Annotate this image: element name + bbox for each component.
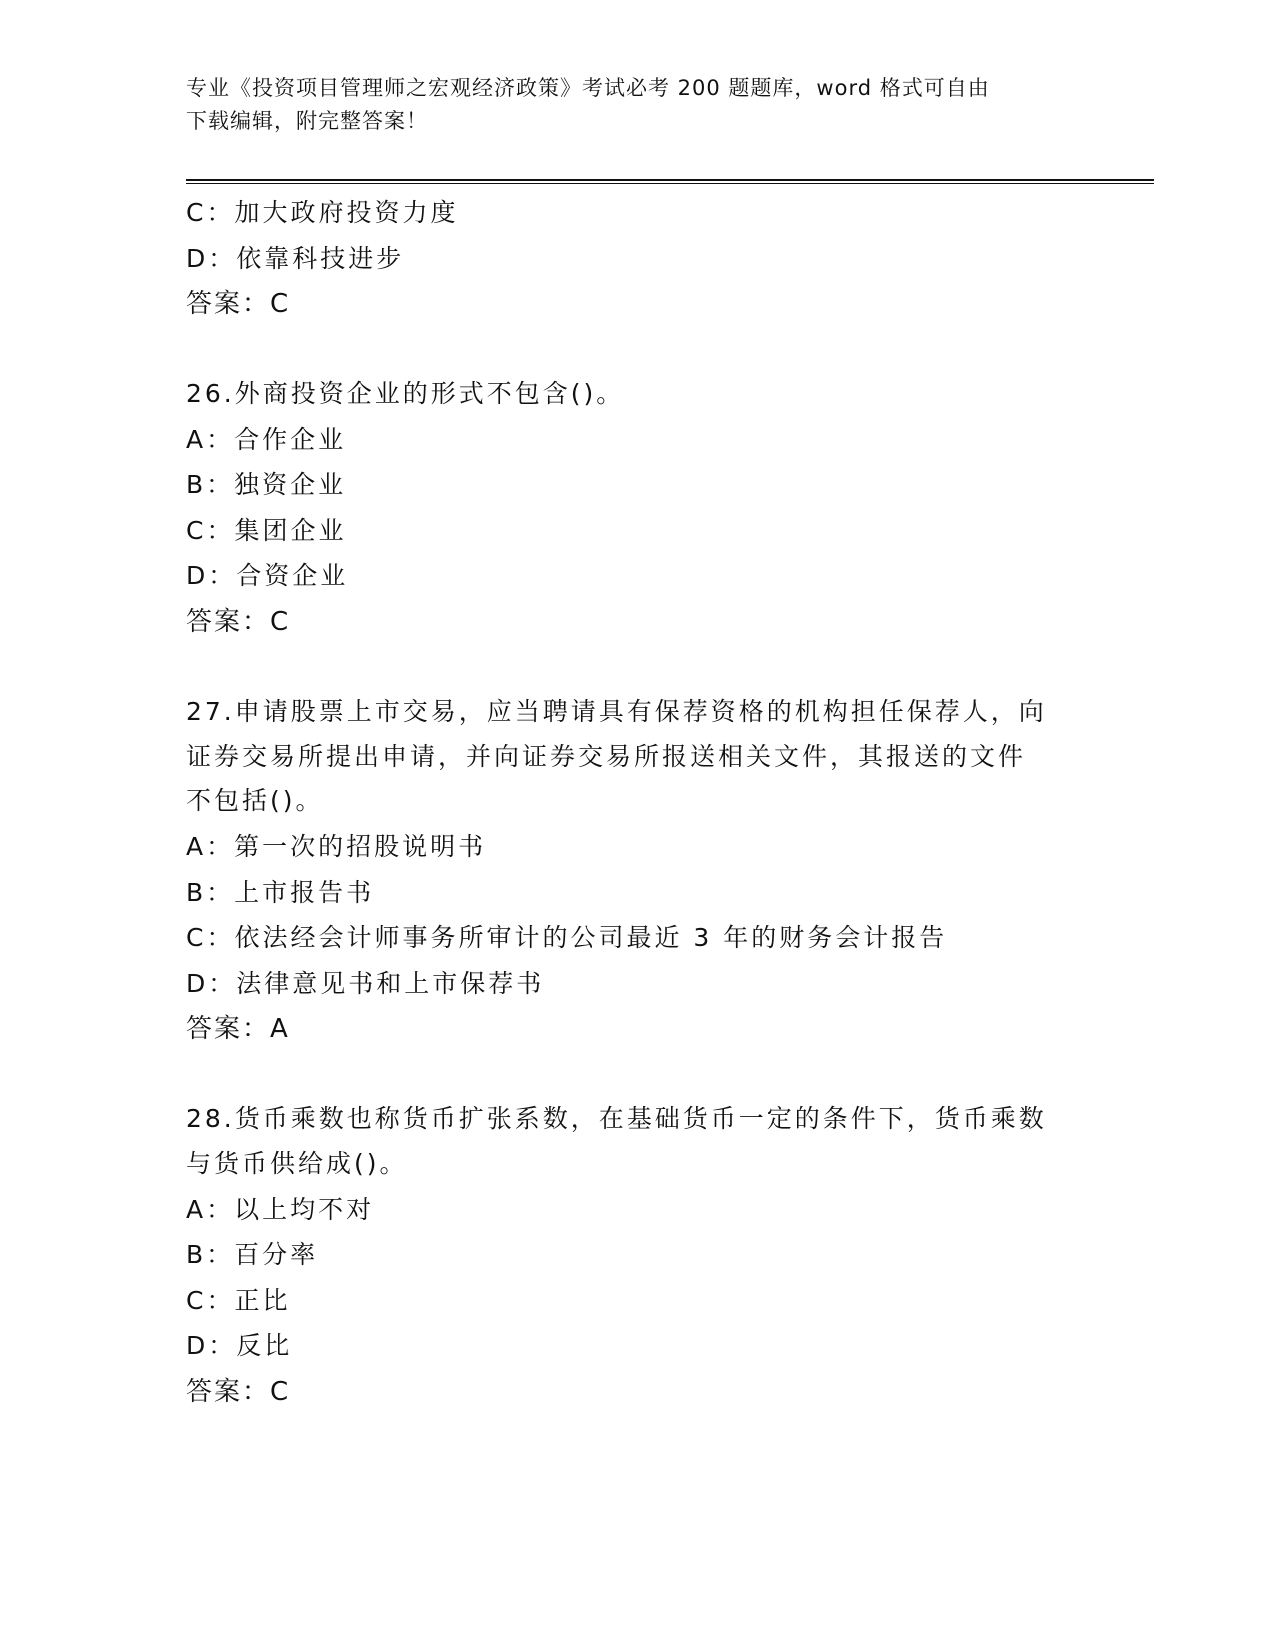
option-d: D：依靠科技进步 <box>186 243 405 273</box>
question-stem-line-2: 与货币供给成()。 <box>186 1148 408 1178</box>
header-line-2: 下载编辑，附完整答案！ <box>186 109 428 133</box>
header-line-1: 专业《投资项目管理师之宏观经济政策》考试必考 200 题题库，word 格式可自由 <box>186 76 990 100</box>
option-d: D：反比 <box>186 1331 293 1361</box>
question-28 <box>186 1097 1086 1415</box>
option-c: C：依法经会计师事务所审计的公司最近 3 年的财务会计报告 <box>186 923 948 953</box>
option-b: B：独资企业 <box>186 470 347 500</box>
spacer <box>186 645 1086 690</box>
option-c: C：正比 <box>186 1285 291 1315</box>
option-b: B：上市报告书 <box>186 877 375 907</box>
option-a: A：第一次的招股说明书 <box>186 832 487 862</box>
answer-line: 答案：C <box>186 1376 291 1407</box>
option-a: A：以上均不对 <box>186 1194 375 1224</box>
option-d: D：合资企业 <box>186 561 349 591</box>
question-26 <box>186 372 1086 645</box>
answer-line: 答案：A <box>186 1014 290 1045</box>
question-27 <box>186 690 1086 1052</box>
spacer <box>186 327 1086 372</box>
carryover-question <box>186 190 1086 327</box>
question-stem-line-1: 27.申请股票上市交易，应当聘请具有保荐资格的机构担任保荐人，向 <box>186 696 1047 726</box>
question-stem-line-3: 不包括()。 <box>186 786 324 816</box>
header-rule-thick <box>186 179 1154 181</box>
question-list <box>186 190 1086 1415</box>
question-stem-line-2: 证券交易所提出申请，并向证券交易所报送相关文件，其报送的文件 <box>186 741 1027 771</box>
document-header <box>186 72 1086 138</box>
option-d: D：法律意见书和上市保荐书 <box>186 968 545 998</box>
option-a: A：合作企业 <box>186 424 347 454</box>
option-c: C：加大政府投资力度 <box>186 198 459 227</box>
answer-line: 答案：C <box>186 289 291 319</box>
question-stem-line-1: 28.货币乘数也称货币扩张系数，在基础货币一定的条件下，货币乘数 <box>186 1104 1047 1134</box>
option-c: C：集团企业 <box>186 515 347 545</box>
answer-line: 答案：C <box>186 606 291 637</box>
option-b: B：百分率 <box>186 1240 319 1270</box>
header-rule-thin <box>186 183 1154 184</box>
spacer <box>186 1052 1086 1097</box>
question-stem: 26.外商投资企业的形式不包含()。 <box>186 379 625 408</box>
